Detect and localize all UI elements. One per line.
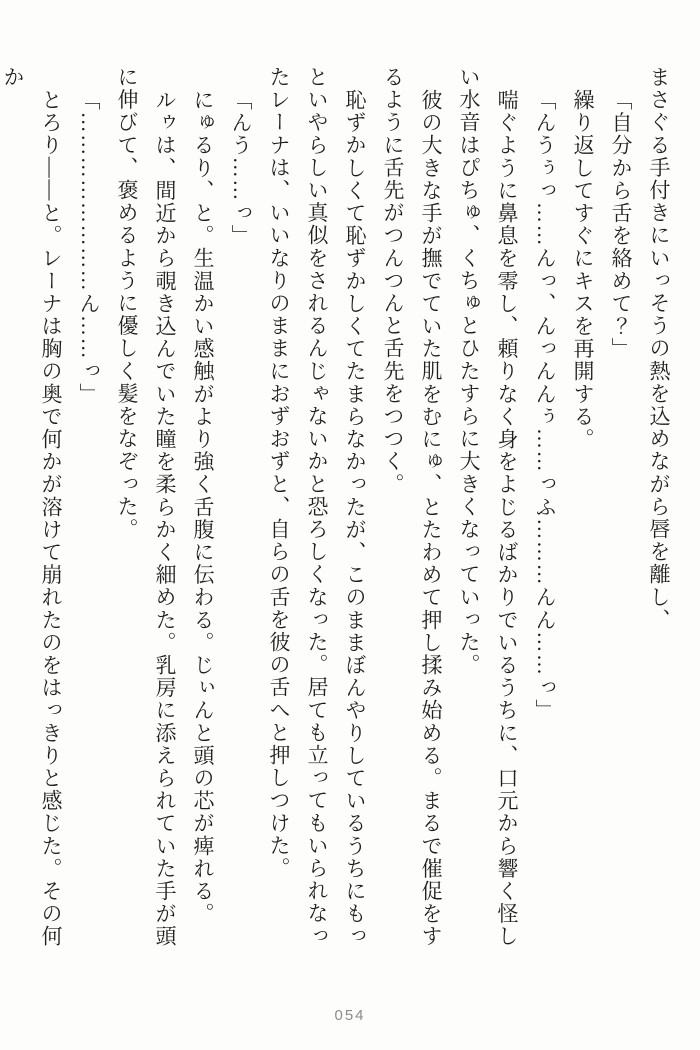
paragraph: とろり――と。レーナは胸の奥で何かが溶けて崩れたのをはっきりと感じた。その何か [1, 66, 63, 948]
paragraph-dialogue: 「んう……っ」 [229, 88, 253, 247]
novel-text-block [1, 66, 678, 968]
paragraph: まさぐる手付きにいっそうの熱を込めながら唇を離し、 [647, 66, 671, 631]
paragraph: 喘ぐように鼻息を零し、頼りなく身をよじるばかりでいるうちに、口元から響く怪しい水音はぴちゅ、くちゅとひたすらに大きくなっていった。 [457, 66, 519, 948]
paragraph: 彼の大きな手が撫でていた肌をむにゅ、とたわめて押し揉み始める。まるで催促をするように舌先がつんつんと舌先をつつく。 [381, 66, 443, 948]
paragraph-dialogue: 「……………………ん……っ」 [77, 88, 101, 405]
paragraph: にゅるり、と。生温かい感触がより強く舌腹に伝わる。じぃんと頭の芯が痺れる。 [191, 88, 215, 925]
paragraph: ルゥは、間近から覗き込んでいた瞳を柔らかく細めた。乳房に添えられていた手が頭に伸びて、褒めるように優しく髪をなぞった。 [115, 66, 177, 948]
paragraph-dialogue: 「んうぅっ……んっ、んっんんぅ……っふ………んん……っ」 [533, 88, 557, 722]
page-number: 054 [334, 1007, 366, 1024]
paragraph-dialogue: 「自分から舌を絡めて？」 [609, 88, 633, 360]
paragraph: 恥ずかしくて恥ずかしくてたまらなかったが、このままぼんやりしているうちにもっといやらしい真似をされるんじゃないかと恐ろしくなった。居ても立ってもいられなったレーナは、いいなりのままにおずおずと、自らの舌を彼の舌へと押しつけた。 [267, 66, 367, 948]
paragraph: 繰り返してすぐにキスを再開する。 [571, 88, 595, 451]
